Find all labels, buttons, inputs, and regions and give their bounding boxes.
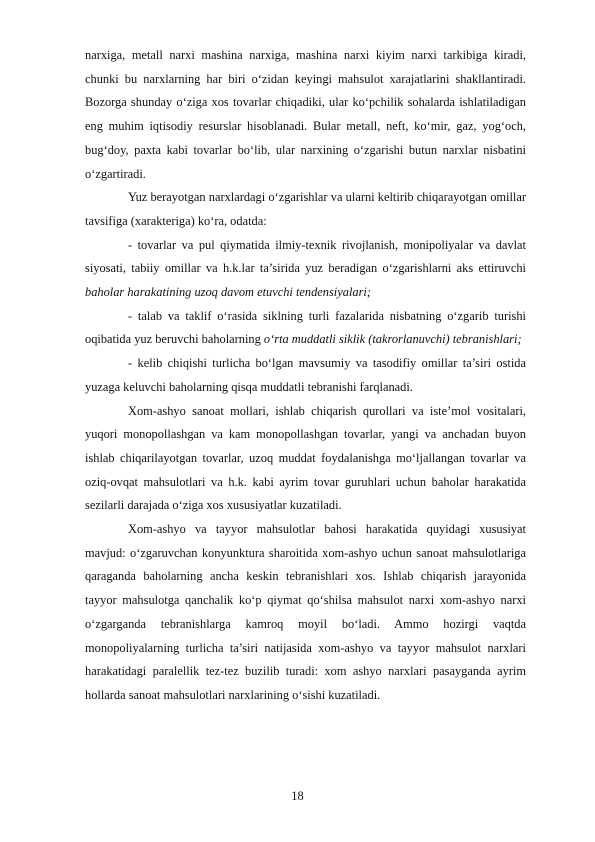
paragraph xyxy=(85,400,526,519)
text-run: Xom-ashyo va tayyor mahsulotlar bahosi harakatida quyidagi xususiyat mavjud: o‘zgaruvchan konyunktura sharoitida xom-ashyo uchun sanoat mahsulotlariga qaraganda baholarning ancha keskin tebranishlari xos. Ishlab chiqarish jarayonida tayyor mahsulotga qanchalik ko‘p qiymat qo‘shilsa mahsulot narxi xom-ashyo narxi o‘zgarganda tebranishlarga kamroq moyil bo‘ladi. Ammo hozirgi vaqtda monopoliyalarning turlicha ta’siri natijasida xom-ashyo va tayyor mahsulot narxlari harakatidagi paralellik tez-tez buzilib turadi: xom ashyo narxlari pasayganda ayrim hollarda sanoat mahsulotlari narxlarining o‘sishi kuzatiladi. xyxy=(85,522,526,702)
document-body xyxy=(85,44,526,708)
paragraph xyxy=(85,186,526,233)
text-run: Yuz berayotgan narxlardagi o‘zgarishlar va ularni keltirib chiqarayotgan omillar tavsifiga (xarakteriga) ko‘ra, odatda: xyxy=(85,190,526,228)
text-run: Xom-ashyo sanoat mollari, ishlab chiqarish qurollari va iste’mol vositalari, yuqori monopollashgan va kam monopollashgan tovarlar, yangi va anchadan buyon ishlab chiqarilayotgan tovarlar, uzoq muddat foydalanishga mo‘ljallangan tovarlar va oziq-ovqat mahsulotlari va h.k. kabi ayrim tovar guruhlari uchun baholar harakatida sezilarli darajada o‘ziga xos xususiyatlar kuzatiladi. xyxy=(85,403,526,513)
page-number: 18 xyxy=(291,789,304,803)
paragraph xyxy=(85,352,526,399)
paragraph xyxy=(85,234,526,305)
text-run: - kelib chiqishi turlicha bo‘lgan mavsumiy va tasodifiy omillar ta’siri ostida yuzaga keluvchi baholarning qisqa muddatli tebranishi farqlanadi. xyxy=(85,356,526,394)
paragraph xyxy=(85,305,526,352)
italic-text-run: baholar harakatining uzoq davom etuvchi tendensiyalari; xyxy=(85,285,371,300)
paragraph xyxy=(85,518,526,708)
paragraph xyxy=(85,44,526,186)
text-run: - tovarlar va pul qiymatida ilmiy-texnik rivojlanish, monipoliyalar va davlat siyosati, tabiiy omillar va h.k.lar ta’sirida yuz beradigan o‘zgarishlarni aks ettiruvchi xyxy=(85,237,526,276)
text-run: narxiga, metall narxi mashina narxiga, mashina narxi kiyim narxi tarkibiga kiradi, chunki bu narxlarning har biri o‘zidan keyingi mahsulot xarajatlarini shakllantiradi. Bozorga shunday o‘ziga xos tovarlar chiqadiki, ular ko‘pchilik sohalarda ishlatiladigan eng muhim iqtisodiy resurslar hisoblanadi. Bular metall, neft, ko‘mir, gaz, yog‘och, bug‘doy, paxta kabi tovarlar bo‘lib, ular narxining o‘zgarishi butun narxlar nisbatini o‘zgartiradi. xyxy=(85,48,526,181)
italic-text-run: o‘rta muddatli siklik (takrorlanuvchi) tebranishlari; xyxy=(263,332,522,347)
text-run: - talab va taklif o‘rasida siklning turli fazalarida nisbatning o‘zgarib turishi oqibatida yuz beruvchi baholarning xyxy=(85,308,526,347)
